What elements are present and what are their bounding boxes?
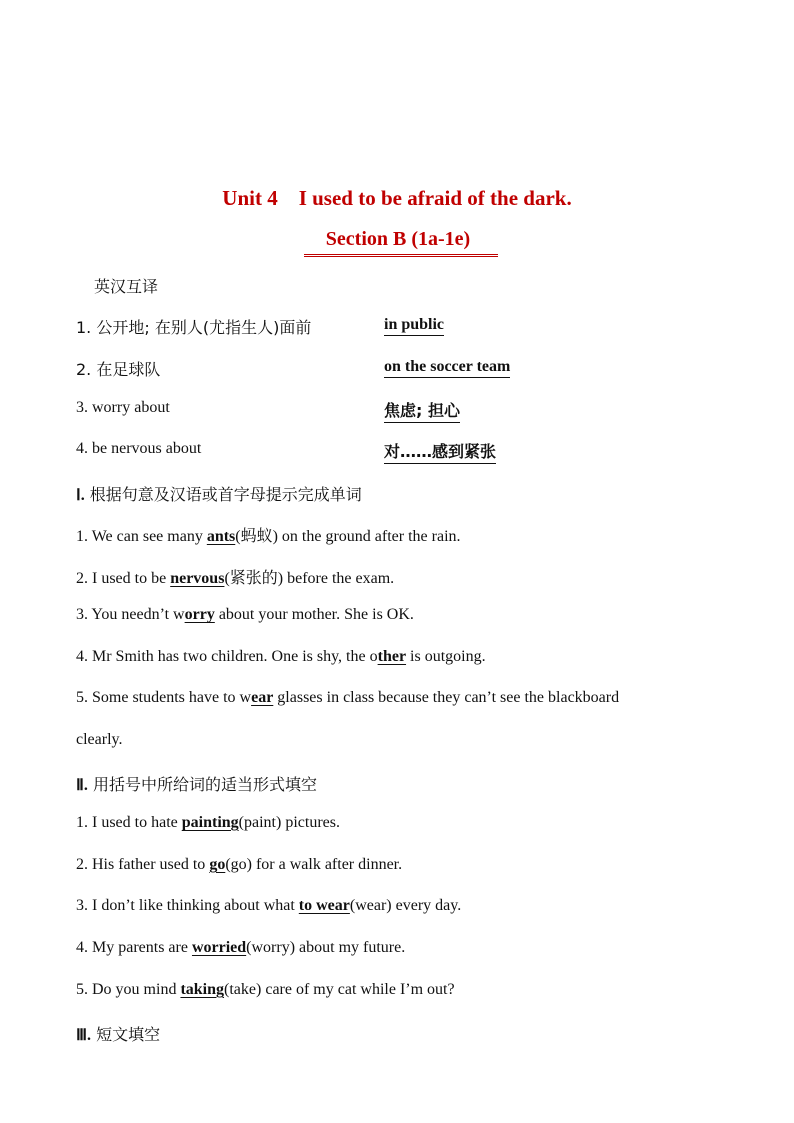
section-3-label: 短文填空 xyxy=(91,1025,161,1044)
vocab-item-1-answer: in public xyxy=(384,316,444,336)
item-answer: worried xyxy=(191,939,247,956)
item-text: (worry) about my future. xyxy=(246,939,406,956)
item-text: glasses in class because they can’t see the blackboard xyxy=(273,689,620,706)
item-answer: taking xyxy=(180,981,225,998)
section-1-item-3 xyxy=(76,606,414,624)
section-1-item-2 xyxy=(76,565,394,588)
item-text: 5. Do you mind xyxy=(76,981,181,998)
item-text: 2. I used to be xyxy=(76,570,171,587)
vocab-item-3-answer: 焦虑; 担心 xyxy=(384,398,460,423)
item-text: 3. I don’t like thinking about what xyxy=(76,897,299,914)
item-answer: ear xyxy=(251,689,274,706)
section-1-item-1 xyxy=(76,523,461,546)
vocab-item-2-answer: on the soccer team xyxy=(384,358,510,378)
item-text: 3. You needn’t w xyxy=(76,606,185,623)
vocab-item-2-prompt: 2. 在足球队 xyxy=(76,360,161,379)
item-text: about your mother. She is OK. xyxy=(214,606,414,623)
section-2-item-5 xyxy=(76,981,455,999)
section-1-item-4 xyxy=(76,648,486,666)
item-text: (go) for a walk after dinner. xyxy=(225,856,403,873)
section-1-item-5 xyxy=(76,689,619,707)
section-3-number: Ⅲ. xyxy=(76,1027,92,1044)
section-2-item-2 xyxy=(76,856,402,874)
section-2-label: 用括号中所给词的适当形式填空 xyxy=(87,775,317,794)
item-text: 2. His father used to xyxy=(76,856,210,873)
item-answer: go xyxy=(209,856,226,873)
item-text: (paint) pictures. xyxy=(238,814,340,831)
section-2-heading xyxy=(76,772,317,795)
item-answer: to wear xyxy=(298,897,350,914)
section-3-heading xyxy=(76,1022,160,1045)
section-2-item-1 xyxy=(76,814,340,832)
item-answer: orry xyxy=(184,606,215,623)
page-title: Unit 4 I used to be afraid of the dark. xyxy=(222,186,572,210)
item-text: (take) care of my cat while I’m out? xyxy=(224,981,455,998)
item-answer: nervous xyxy=(170,570,225,587)
item-text: 1. I used to hate xyxy=(76,814,182,831)
item-text: (紧张的) before the exam. xyxy=(224,570,395,587)
item-text: is outgoing. xyxy=(406,648,486,665)
section-1-number: Ⅰ. xyxy=(76,487,85,504)
item-answer: ther xyxy=(377,648,407,665)
section-2-item-3 xyxy=(76,897,461,915)
section-2-number: Ⅱ. xyxy=(76,777,88,794)
section-1-item-5-continuation: clearly. xyxy=(76,731,123,748)
item-answer: painting xyxy=(181,814,239,831)
vocab-item-3-prompt: 3. worry about xyxy=(76,399,170,416)
item-text: 5. Some students have to w xyxy=(76,689,252,706)
item-answer: ants xyxy=(206,528,236,545)
item-text: (蚂蚁) on the ground after the rain. xyxy=(235,528,461,545)
vocab-item-4-answer: 对……感到紧张 xyxy=(384,439,496,464)
section-2-item-4 xyxy=(76,939,405,957)
section-subtitle-text: Section B (1a-1e) xyxy=(304,228,498,257)
item-text: (wear) every day. xyxy=(349,897,462,914)
vocab-item-1-prompt: 1. 公开地; 在别人(尤指生人)面前 xyxy=(76,318,312,337)
section-1-heading xyxy=(76,482,362,505)
item-text: 4. Mr Smith has two children. One is shy, the o xyxy=(76,648,378,665)
section-subtitle xyxy=(0,228,794,257)
section-1-label: 根据句意及汉语或首字母提示完成单词 xyxy=(84,485,362,504)
vocab-heading: 英汉互译 xyxy=(94,277,159,296)
item-text: 4. My parents are xyxy=(76,939,192,956)
vocab-item-4-prompt: 4. be nervous about xyxy=(76,440,202,457)
item-text: 1. We can see many xyxy=(76,528,207,545)
